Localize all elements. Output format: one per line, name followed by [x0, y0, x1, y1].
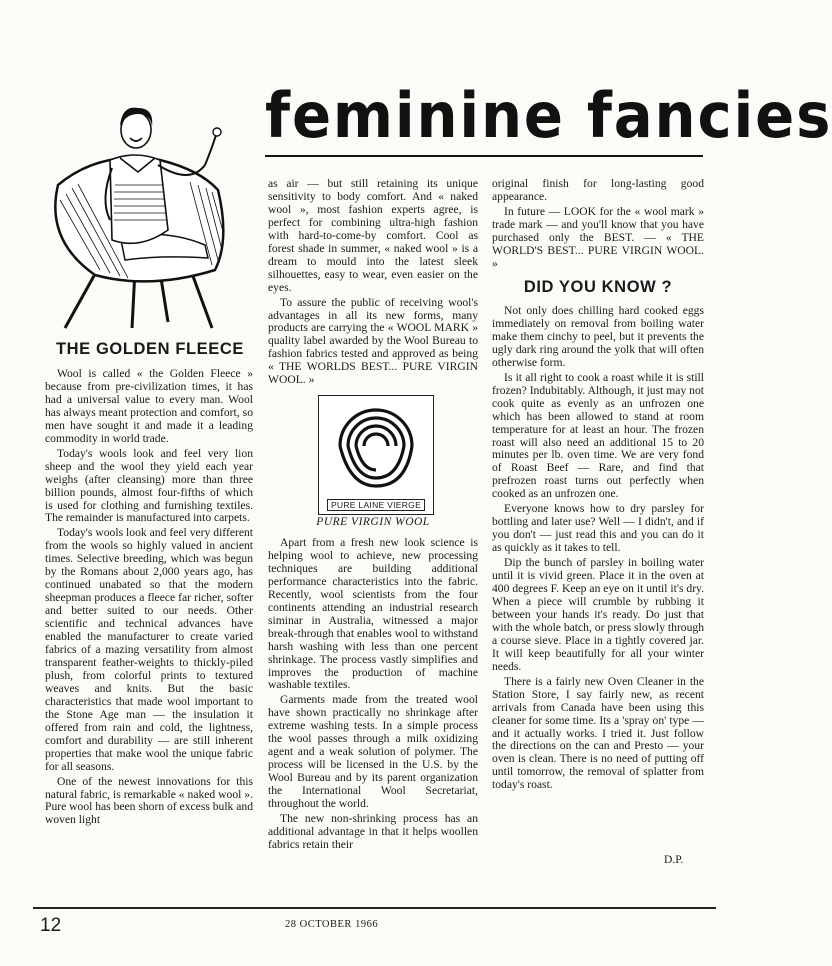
page-number: 12 [40, 915, 62, 936]
column-three-top [492, 178, 704, 273]
title-rule [265, 155, 703, 157]
author-signature: D.P. [664, 853, 684, 866]
article-paragraph: Wool is called « the Golden Fleece » because from pre-civilization times, it has had a universal value to every man. Wool has always meant protection and comfort, so men have sought it and made it a leading commodity in world trade. [45, 367, 253, 445]
article-paragraph: original finish for long-lasting good appearance. [492, 177, 704, 203]
article-paragraph: The new non-shrinking process has an additional advantage in that it helps woollen fabrics retain their [268, 812, 478, 851]
page-title: feminine fancies [265, 79, 832, 152]
footer-rule [33, 907, 716, 909]
did-you-know-heading: DID YOU KNOW ? [523, 278, 673, 296]
article-paragraph: Today's wools look and feel very lion sheep and the wool they yield each year weighs (after cleansing) more than three billion pounds, almost four-fifths of which is used for clothing and furnishing textiles. The remainder is manufactured into carpets. [45, 446, 253, 525]
article-paragraph: Everyone knows how to dry parsley for bottling and later use? Well — I didn't, and if you don't — just read this and you can do it as quickly as it takes to tell. [492, 502, 704, 555]
article-paragraph: Today's wools look and feel very different from the wools so highly valued in ancient times. Selective breeding, which was begun by the Romans about 2,000 years ago, has continued unabated so that the modern sheepman produces a fleece far richer, softer and better suited to our needs. Other scientific and technical advances have enabled the manufacturer to create varied fabrics of a mazing versatility from almost transparent feather-weights to thickly-piled plush, from colorful prints to textured weaves and knits. But the basic characteristics that made wool important to the Stone Age man — the insulation it offered from rain and cold, the lightness, comfort and durability — are still inherent properties that make wool the unique fabric for all seasons. [45, 526, 253, 773]
woolmark-caption: PURE VIRGIN WOOL [316, 516, 430, 528]
issue-date: 28 OCTOBER 1966 [285, 919, 379, 930]
article-paragraph: as air — but still retaining its unique sensitivity to body comfort. And « naked wool », most fashion experts agree, is perfect for combining ultra-high fashion with hard-to-come-by comfort. Cool as forest shade in summer, « naked wool » is a dream to mould into the latest sleek silhouettes, easy to wear, even easier on the eyes. [268, 177, 478, 294]
column-two-bottom [268, 537, 478, 854]
article-paragraph: There is a fairly new Oven Cleaner in the Station Store, I say fairly new, as recent arrivals from Canada have been using this cleaner for some time. Its a 'spray on' type — and it actually works. I tried it. Just follow the directions on the can and Presto — your oven is clean. There is no need of putting off until tomorrow, the removal of splatter from today's roast. [492, 674, 704, 792]
article-paragraph: Apart from a fresh new look science is helping wool to achieve, new processing techniques are building additional performance characteristics into the fabric. Recently, wool scientists from the four continents attending an industrial research siminar in Australia, witnessed a major break-through that enables wool to withstand harsh washing with less than one percent shrinkage. The process vastly simplifies and improves the production of machine washable textiles. [268, 536, 478, 692]
article-paragraph: Dip the bunch of parsley in boiling water until it is vivid green. Place it in the oven at 400 degrees F. Keep an eye on it until it's dry. When a piece will crumble by rubbing it between your hands it's ready. Do just that with the whole batch, or press slowly through a course sieve. Place in a tightly covered jar. It will keep beautifully for all your winter needs. [492, 556, 704, 673]
article-paragraph: Not only does chilling hard cooked eggs immediately on removal from boiling water make them cinchy to peel, but it prevents the ugly dark ring around the yolk that will often otherwise form. [492, 304, 704, 369]
article-paragraph: To assure the public of receiving wool's advantages in all its new forms, many products are carrying the « WOOL MARK » quality label awarded by the Wool Bureau to fashion fabrics tested and approved as being « THE WORLDS BEST... PURE VIRGIN WOOL. » [268, 295, 478, 387]
golden-fleece-heading: THE GOLDEN FLEECE [55, 340, 245, 358]
golden-fleece-column [45, 368, 253, 829]
article-paragraph: In future — LOOK for the « wool mark » trade mark — and you'll know that you have purchased only the BEST. — « THE WORLD'S BEST... PURE VIRGIN WOOL. » [492, 204, 704, 270]
woolmark-icon [319, 396, 433, 496]
article-paragraph: Garments made from the treated wool have shown practically no shrinkage after extreme washing tests. In a simple process the wool passes through a milk oxidizing agent and a weak solution of polymer. The process will be licensed in the U.S. by the Wool Bureau and by its parent organization the International Wool Secretariat, throughout the world. [268, 693, 478, 811]
column-two-top [268, 178, 478, 389]
article-paragraph: Is it all right to cook a roast while it is still frozen? Indubitably. Although, it just may not cook quite as evenly as an unfrozen one which has been allowed to stand at room temperature for at least an hour. The frozen roast will also need an additional 15 to 20 minutes per lb. oven time. We are very fond of Roast Beef — Rare, and find that prefrozen roast turns out perfectly when cooked as an unfrozen one. [492, 370, 704, 501]
woolmark-label: PURE LAINE VIERGE [327, 499, 425, 511]
woolmark-logo [318, 395, 434, 515]
article-paragraph: One of the newest innovations for this natural fabric, is remarkable « naked wool ». Pure wool has been shorn of excess bulk and woven light [45, 774, 253, 827]
column-three-bottom [492, 305, 704, 794]
woman-in-armchair-illustration [40, 90, 260, 330]
